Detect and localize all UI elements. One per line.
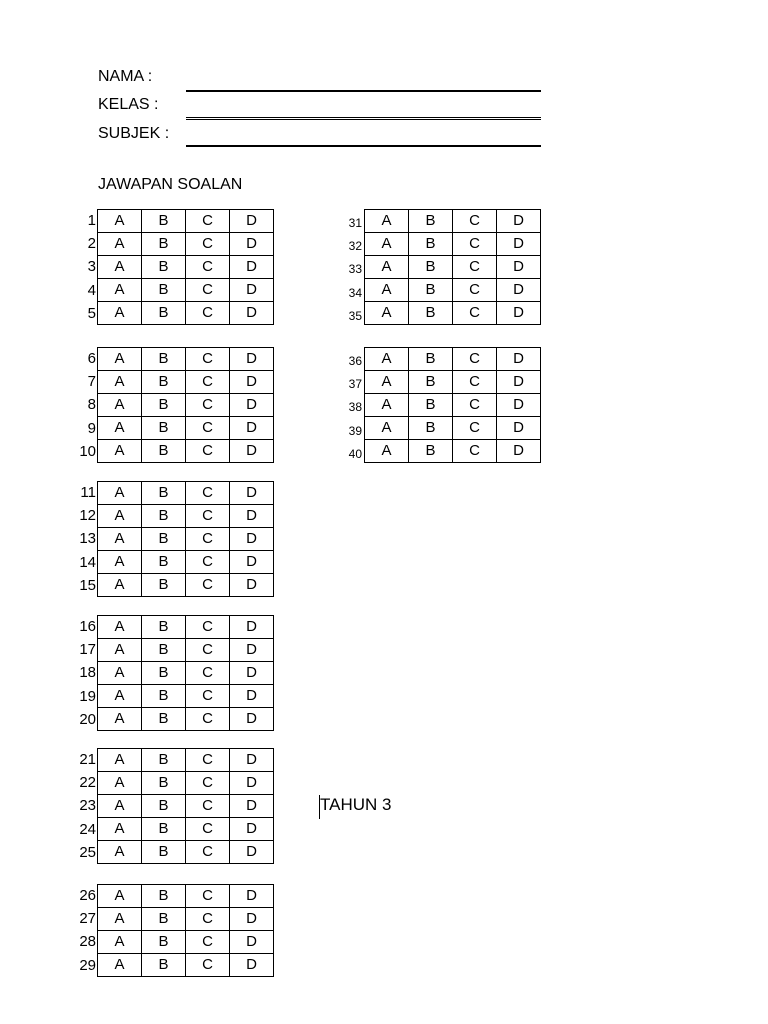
answer-row xyxy=(365,233,541,256)
option-a-cell[interactable]: A xyxy=(98,505,142,528)
option-a-cell[interactable]: A xyxy=(98,348,142,371)
option-b-cell[interactable]: B xyxy=(142,931,186,954)
answer-table-left-5 xyxy=(97,884,274,977)
option-a-cell[interactable]: A xyxy=(365,210,409,233)
option-a-cell[interactable]: A xyxy=(98,371,142,394)
question-number: 32 xyxy=(348,239,362,254)
answer-table-left-4 xyxy=(97,748,274,864)
question-number: 10 xyxy=(79,442,96,460)
answer-row xyxy=(98,662,274,685)
option-c-cell[interactable]: C xyxy=(453,279,497,302)
answer-row xyxy=(98,233,274,256)
option-c-cell[interactable]: C xyxy=(186,662,230,685)
answer-row xyxy=(365,394,541,417)
question-number: 31 xyxy=(348,216,362,230)
option-c-cell[interactable]: C xyxy=(453,256,497,279)
option-b-cell[interactable]: B xyxy=(142,772,186,795)
option-b-cell[interactable]: B xyxy=(142,505,186,528)
question-number: 39 xyxy=(348,423,362,438)
option-c-cell[interactable]: C xyxy=(186,505,230,528)
option-d-cell[interactable]: D xyxy=(230,256,274,279)
question-number: 20 xyxy=(79,710,96,728)
option-d-cell[interactable]: D xyxy=(230,708,274,731)
answer-row xyxy=(98,302,274,325)
option-d-cell[interactable]: D xyxy=(230,440,274,463)
question-number: 13 xyxy=(79,530,96,548)
option-a-cell[interactable]: A xyxy=(98,482,142,505)
option-d-cell[interactable]: D xyxy=(230,685,274,708)
section-title: JAWAPAN SOALAN xyxy=(98,176,243,193)
option-a-cell[interactable]: A xyxy=(365,279,409,302)
answer-row xyxy=(98,551,274,574)
option-a-cell[interactable]: A xyxy=(98,528,142,551)
option-d-cell[interactable]: D xyxy=(497,394,541,417)
answer-row xyxy=(98,482,274,505)
option-d-cell[interactable]: D xyxy=(230,931,274,954)
answer-row xyxy=(365,302,541,325)
answer-row xyxy=(98,279,274,302)
option-a-cell[interactable]: A xyxy=(98,954,142,977)
question-number: 35 xyxy=(348,308,362,323)
option-d-cell[interactable]: D xyxy=(497,256,541,279)
option-b-cell[interactable]: B xyxy=(142,210,186,233)
option-c-cell[interactable]: C xyxy=(186,841,230,864)
option-b-cell[interactable]: B xyxy=(409,394,453,417)
option-c-cell[interactable]: C xyxy=(186,482,230,505)
question-number: 24 xyxy=(79,820,96,838)
answer-row xyxy=(365,371,541,394)
option-a-cell[interactable]: A xyxy=(98,772,142,795)
option-b-cell[interactable]: B xyxy=(142,616,186,639)
answer-row xyxy=(365,256,541,279)
option-c-cell[interactable]: C xyxy=(453,440,497,463)
option-b-cell[interactable]: B xyxy=(142,256,186,279)
option-a-cell[interactable]: A xyxy=(365,371,409,394)
question-number: 22 xyxy=(79,774,96,792)
option-a-cell[interactable]: A xyxy=(365,394,409,417)
option-a-cell[interactable]: A xyxy=(98,639,142,662)
option-c-cell[interactable]: C xyxy=(186,279,230,302)
option-d-cell[interactable]: D xyxy=(230,749,274,772)
option-c-cell[interactable]: C xyxy=(186,616,230,639)
question-number: 15 xyxy=(79,576,96,594)
option-a-cell[interactable]: A xyxy=(98,302,142,325)
option-d-cell[interactable]: D xyxy=(230,371,274,394)
option-a-cell[interactable]: A xyxy=(98,279,142,302)
option-a-cell[interactable]: A xyxy=(98,440,142,463)
question-number: 17 xyxy=(79,641,96,659)
option-c-cell[interactable]: C xyxy=(186,685,230,708)
option-a-cell[interactable]: A xyxy=(365,302,409,325)
option-a-cell[interactable]: A xyxy=(98,256,142,279)
question-number: 25 xyxy=(79,843,96,861)
question-number: 8 xyxy=(87,396,96,414)
option-a-cell[interactable]: A xyxy=(98,574,142,597)
question-number: 5 xyxy=(87,304,96,322)
question-number: 29 xyxy=(79,956,96,974)
answer-row xyxy=(98,749,274,772)
answer-row xyxy=(98,417,274,440)
option-a-cell[interactable]: A xyxy=(98,394,142,417)
option-b-cell[interactable]: B xyxy=(409,279,453,302)
option-d-cell[interactable]: D xyxy=(497,417,541,440)
option-b-cell[interactable]: B xyxy=(409,302,453,325)
option-c-cell[interactable]: C xyxy=(186,795,230,818)
option-a-cell[interactable]: A xyxy=(98,931,142,954)
answer-row xyxy=(98,885,274,908)
option-b-cell[interactable]: B xyxy=(142,574,186,597)
answer-row xyxy=(98,841,274,864)
option-d-cell[interactable]: D xyxy=(497,233,541,256)
question-number: 38 xyxy=(348,400,362,415)
answer-row xyxy=(365,348,541,371)
answer-table-right-1 xyxy=(364,347,541,463)
option-a-cell[interactable]: A xyxy=(98,417,142,440)
option-a-cell[interactable]: A xyxy=(98,749,142,772)
option-d-cell[interactable]: D xyxy=(230,302,274,325)
option-a-cell[interactable]: A xyxy=(365,417,409,440)
option-b-cell[interactable]: B xyxy=(142,279,186,302)
question-number: 18 xyxy=(79,664,96,682)
option-c-cell[interactable]: C xyxy=(186,302,230,325)
option-a-cell[interactable]: A xyxy=(98,841,142,864)
option-a-cell[interactable]: A xyxy=(98,708,142,731)
answer-row xyxy=(98,908,274,931)
option-a-cell[interactable]: A xyxy=(98,885,142,908)
option-a-cell[interactable]: A xyxy=(98,795,142,818)
option-c-cell[interactable]: C xyxy=(186,772,230,795)
option-d-cell[interactable]: D xyxy=(230,908,274,931)
option-c-cell[interactable]: C xyxy=(186,885,230,908)
option-b-cell[interactable]: B xyxy=(142,551,186,574)
option-c-cell[interactable]: C xyxy=(453,210,497,233)
option-b-cell[interactable]: B xyxy=(142,394,186,417)
option-d-cell[interactable]: D xyxy=(230,574,274,597)
option-c-cell[interactable]: C xyxy=(453,348,497,371)
option-d-cell[interactable]: D xyxy=(230,662,274,685)
option-a-cell[interactable]: A xyxy=(98,233,142,256)
question-number: 14 xyxy=(79,553,96,571)
option-c-cell[interactable]: C xyxy=(453,233,497,256)
question-number: 36 xyxy=(348,354,362,368)
answer-row xyxy=(365,279,541,302)
option-c-cell[interactable]: C xyxy=(186,256,230,279)
option-a-cell[interactable]: A xyxy=(98,616,142,639)
option-c-cell[interactable]: C xyxy=(186,371,230,394)
answer-row xyxy=(98,639,274,662)
option-b-cell[interactable]: B xyxy=(142,417,186,440)
option-c-cell[interactable]: C xyxy=(453,394,497,417)
option-c-cell[interactable]: C xyxy=(186,908,230,931)
option-b-cell[interactable]: B xyxy=(142,639,186,662)
question-number: 19 xyxy=(79,687,96,705)
question-number: 2 xyxy=(87,235,96,253)
option-c-cell[interactable]: C xyxy=(186,348,230,371)
option-d-cell[interactable]: D xyxy=(230,528,274,551)
option-d-cell[interactable]: D xyxy=(230,841,274,864)
option-b-cell[interactable]: B xyxy=(142,954,186,977)
option-d-cell[interactable]: D xyxy=(230,417,274,440)
answer-row xyxy=(98,616,274,639)
option-d-cell[interactable]: D xyxy=(230,551,274,574)
option-b-cell[interactable]: B xyxy=(409,256,453,279)
answer-row xyxy=(98,528,274,551)
option-c-cell[interactable]: C xyxy=(186,394,230,417)
answer-table-right-0 xyxy=(364,209,541,325)
option-d-cell[interactable]: D xyxy=(497,302,541,325)
option-b-cell[interactable]: B xyxy=(142,749,186,772)
option-a-cell[interactable]: A xyxy=(98,662,142,685)
option-c-cell[interactable]: C xyxy=(186,954,230,977)
option-b-cell[interactable]: B xyxy=(409,371,453,394)
question-number: 37 xyxy=(348,377,362,392)
option-b-cell[interactable]: B xyxy=(409,233,453,256)
answer-table-left-0 xyxy=(97,209,274,325)
answer-row xyxy=(98,574,274,597)
nama-label: NAMA : xyxy=(98,68,153,85)
kelas-label: KELAS : xyxy=(98,96,159,113)
answer-row xyxy=(98,795,274,818)
option-c-cell[interactable]: C xyxy=(186,749,230,772)
option-d-cell[interactable]: D xyxy=(230,639,274,662)
option-d-cell[interactable]: D xyxy=(230,348,274,371)
answer-row xyxy=(98,348,274,371)
subjek-line[interactable] xyxy=(186,145,541,147)
answer-row xyxy=(98,685,274,708)
answer-row xyxy=(98,772,274,795)
answer-row xyxy=(98,931,274,954)
option-d-cell[interactable]: D xyxy=(230,279,274,302)
option-b-cell[interactable]: B xyxy=(142,440,186,463)
question-number: 1 xyxy=(87,212,96,229)
question-number: 27 xyxy=(79,910,96,928)
option-c-cell[interactable]: C xyxy=(186,639,230,662)
question-number: 3 xyxy=(87,258,96,276)
option-b-cell[interactable]: B xyxy=(142,685,186,708)
answer-table-left-2 xyxy=(97,481,274,597)
option-b-cell[interactable]: B xyxy=(409,417,453,440)
option-a-cell[interactable]: A xyxy=(98,210,142,233)
question-number: 9 xyxy=(87,419,96,437)
option-d-cell[interactable]: D xyxy=(230,885,274,908)
option-a-cell[interactable]: A xyxy=(365,440,409,463)
option-b-cell[interactable]: B xyxy=(142,908,186,931)
answer-row xyxy=(98,210,274,233)
option-c-cell[interactable]: C xyxy=(186,417,230,440)
nama-line[interactable] xyxy=(186,90,541,92)
option-b-cell[interactable]: B xyxy=(142,885,186,908)
kelas-line[interactable] xyxy=(186,117,541,120)
question-number: 28 xyxy=(79,933,96,951)
option-d-cell[interactable]: D xyxy=(230,505,274,528)
option-d-cell[interactable]: D xyxy=(497,371,541,394)
option-b-cell[interactable]: B xyxy=(409,348,453,371)
footer-text: TAHUN 3 xyxy=(320,795,392,814)
option-c-cell[interactable]: C xyxy=(453,417,497,440)
option-b-cell[interactable]: B xyxy=(142,348,186,371)
question-number: 34 xyxy=(348,285,362,300)
option-d-cell[interactable]: D xyxy=(230,210,274,233)
option-a-cell[interactable]: A xyxy=(98,908,142,931)
option-d-cell[interactable]: D xyxy=(230,233,274,256)
option-b-cell[interactable]: B xyxy=(142,708,186,731)
option-b-cell[interactable]: B xyxy=(142,528,186,551)
question-number: 4 xyxy=(87,281,96,299)
answer-table-left-3 xyxy=(97,615,274,731)
option-d-cell[interactable]: D xyxy=(230,482,274,505)
question-number: 26 xyxy=(79,887,96,904)
option-b-cell[interactable]: B xyxy=(409,210,453,233)
option-b-cell[interactable]: B xyxy=(142,302,186,325)
option-a-cell[interactable]: A xyxy=(365,256,409,279)
option-c-cell[interactable]: C xyxy=(186,233,230,256)
option-c-cell[interactable]: C xyxy=(453,371,497,394)
option-a-cell[interactable]: A xyxy=(98,685,142,708)
question-number: 40 xyxy=(348,446,362,461)
option-b-cell[interactable]: B xyxy=(142,795,186,818)
option-b-cell[interactable]: B xyxy=(142,818,186,841)
option-d-cell[interactable]: D xyxy=(230,818,274,841)
question-number: 11 xyxy=(80,484,96,501)
option-c-cell[interactable]: C xyxy=(186,708,230,731)
option-a-cell[interactable]: A xyxy=(98,818,142,841)
question-number: 16 xyxy=(79,618,96,635)
option-c-cell[interactable]: C xyxy=(186,210,230,233)
answer-row xyxy=(98,954,274,977)
option-a-cell[interactable]: A xyxy=(365,348,409,371)
question-number: 7 xyxy=(87,373,96,391)
option-b-cell[interactable]: B xyxy=(142,233,186,256)
option-d-cell[interactable]: D xyxy=(497,210,541,233)
answer-row xyxy=(98,505,274,528)
option-b-cell[interactable]: B xyxy=(142,662,186,685)
answer-row xyxy=(98,440,274,463)
answer-row xyxy=(365,210,541,233)
question-number: 6 xyxy=(87,350,96,367)
answer-table-left-1 xyxy=(97,347,274,463)
option-d-cell[interactable]: D xyxy=(230,616,274,639)
subjek-label: SUBJEK : xyxy=(98,125,170,142)
option-a-cell[interactable]: A xyxy=(98,551,142,574)
question-number: 21 xyxy=(79,751,96,768)
option-b-cell[interactable]: B xyxy=(142,841,186,864)
option-c-cell[interactable]: C xyxy=(186,574,230,597)
answer-row xyxy=(98,256,274,279)
question-number: 33 xyxy=(348,262,362,277)
option-c-cell[interactable]: C xyxy=(186,528,230,551)
option-d-cell[interactable]: D xyxy=(497,348,541,371)
option-b-cell[interactable]: B xyxy=(409,440,453,463)
option-c-cell[interactable]: C xyxy=(186,931,230,954)
option-d-cell[interactable]: D xyxy=(230,795,274,818)
option-d-cell[interactable]: D xyxy=(497,440,541,463)
answer-row xyxy=(98,394,274,417)
answer-row xyxy=(365,417,541,440)
answer-row xyxy=(98,371,274,394)
option-d-cell[interactable]: D xyxy=(497,279,541,302)
option-c-cell[interactable]: C xyxy=(186,440,230,463)
answer-row xyxy=(98,818,274,841)
option-b-cell[interactable]: B xyxy=(142,482,186,505)
option-c-cell[interactable]: C xyxy=(186,818,230,841)
question-number: 23 xyxy=(79,797,96,815)
answer-row xyxy=(98,708,274,731)
option-b-cell[interactable]: B xyxy=(142,371,186,394)
option-a-cell[interactable]: A xyxy=(365,233,409,256)
option-d-cell[interactable]: D xyxy=(230,394,274,417)
option-c-cell[interactable]: C xyxy=(186,551,230,574)
option-d-cell[interactable]: D xyxy=(230,772,274,795)
answer-row xyxy=(365,440,541,463)
option-c-cell[interactable]: C xyxy=(453,302,497,325)
option-d-cell[interactable]: D xyxy=(230,954,274,977)
question-number: 12 xyxy=(79,507,96,525)
